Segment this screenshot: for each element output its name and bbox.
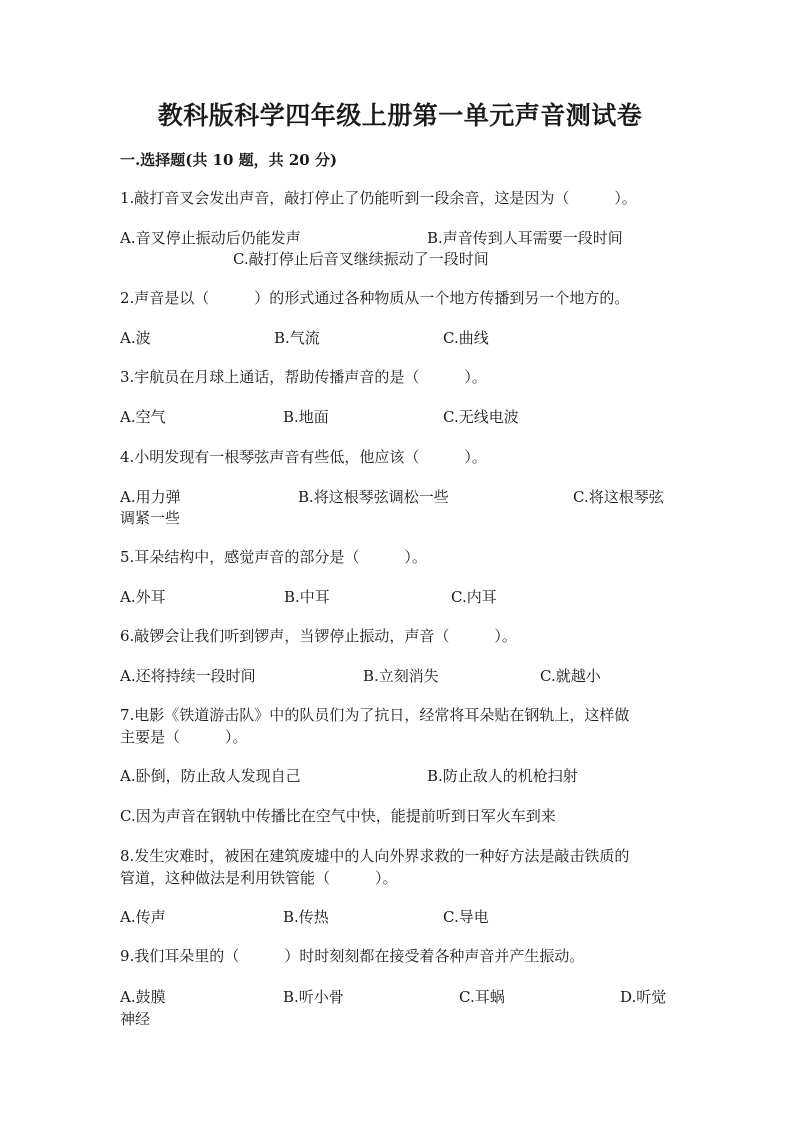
question-1: 1.敲打音叉会发出声音，敲打停止了仍能听到一段余音，这是因为（ ）。 [120, 189, 637, 207]
q3-option-c[interactable]: C.无线电波 [443, 408, 519, 426]
q2-option-c[interactable]: C.曲线 [443, 329, 489, 347]
question-2: 2.声音是以（ ）的形式通过各种物质从一个地方传播到另一个地方的。 [120, 289, 630, 307]
q4-option-c-continued: 调紧一些 [120, 509, 181, 527]
q2-option-a[interactable]: A.波 [120, 329, 151, 347]
question-8-line-2: 管道，这种做法是利用铁管能（ ）。 [120, 869, 398, 887]
question-5: 5.耳朵结构中，感觉声音的部分是（ ）。 [120, 548, 427, 566]
q6-option-b[interactable]: B.立刻消失 [363, 667, 439, 685]
q9-option-d-continued: 神经 [120, 1010, 151, 1028]
question-3: 3.宇航员在月球上通话，帮助传播声音的是（ ）。 [120, 368, 487, 386]
q3-option-a[interactable]: A.空气 [120, 408, 166, 426]
q2-option-b[interactable]: B.气流 [274, 329, 320, 347]
q7-option-b[interactable]: B.防止敌人的机枪扫射 [427, 767, 578, 785]
question-7-line-2: 主要是（ ）。 [120, 728, 248, 746]
q1-option-b[interactable]: B.声音传到人耳需要一段时间 [427, 229, 623, 247]
q7-option-a[interactable]: A.卧倒，防止敌人发现自己 [120, 767, 301, 785]
q5-option-b[interactable]: B.中耳 [284, 588, 330, 606]
q8-option-b[interactable]: B.传热 [283, 908, 329, 926]
q8-option-c[interactable]: C.导电 [443, 908, 489, 926]
question-8-line-1: 8.发生灾难时，被困在建筑废墟中的人向外界求救的一种好方法是敲击铁质的 [120, 847, 630, 865]
section-heading: 一.选择题(共 10 题，共 20 分) [120, 151, 338, 169]
q1-option-a[interactable]: A.音叉停止振动后仍能发声 [120, 229, 301, 247]
q5-option-a[interactable]: A.外耳 [120, 588, 166, 606]
q4-option-b[interactable]: B.将这根琴弦调松一些 [298, 488, 449, 506]
q5-option-c[interactable]: C.内耳 [451, 588, 497, 606]
q4-option-c[interactable]: C.将这根琴弦 [573, 488, 664, 506]
q8-option-a[interactable]: A.传声 [120, 908, 166, 926]
question-4: 4.小明发现有一根琴弦声音有些低，他应该（ ）。 [120, 448, 487, 466]
q9-option-d[interactable]: D.听觉 [620, 988, 667, 1006]
q4-option-a[interactable]: A.用力弹 [120, 488, 181, 506]
question-7-line-1: 7.电影《铁道游击队》中的队员们为了抗日，经常将耳朵贴在钢轨上，这样做 [120, 706, 630, 724]
q3-option-b[interactable]: B.地面 [283, 408, 329, 426]
question-6: 6.敲锣会让我们听到锣声，当锣停止振动，声音（ ）。 [120, 627, 517, 645]
q6-option-c[interactable]: C.就越小 [540, 667, 601, 685]
question-9: 9.我们耳朵里的（ ）时时刻刻都在接受着各种声音并产生振动。 [120, 947, 585, 965]
q6-option-a[interactable]: A.还将持续一段时间 [120, 667, 256, 685]
q9-option-b[interactable]: B.听小骨 [283, 988, 344, 1006]
q9-option-a[interactable]: A.鼓膜 [120, 988, 166, 1006]
page-title: 教科版科学四年级上册第一单元声音测试卷 [157, 101, 643, 130]
q1-option-c[interactable]: C.敲打停止后音叉继续振动了一段时间 [233, 250, 489, 268]
q7-option-c[interactable]: C.因为声音在钢轨中传播比在空气中快，能提前听到日军火车到来 [120, 807, 556, 825]
q9-option-c[interactable]: C.耳蜗 [459, 988, 505, 1006]
